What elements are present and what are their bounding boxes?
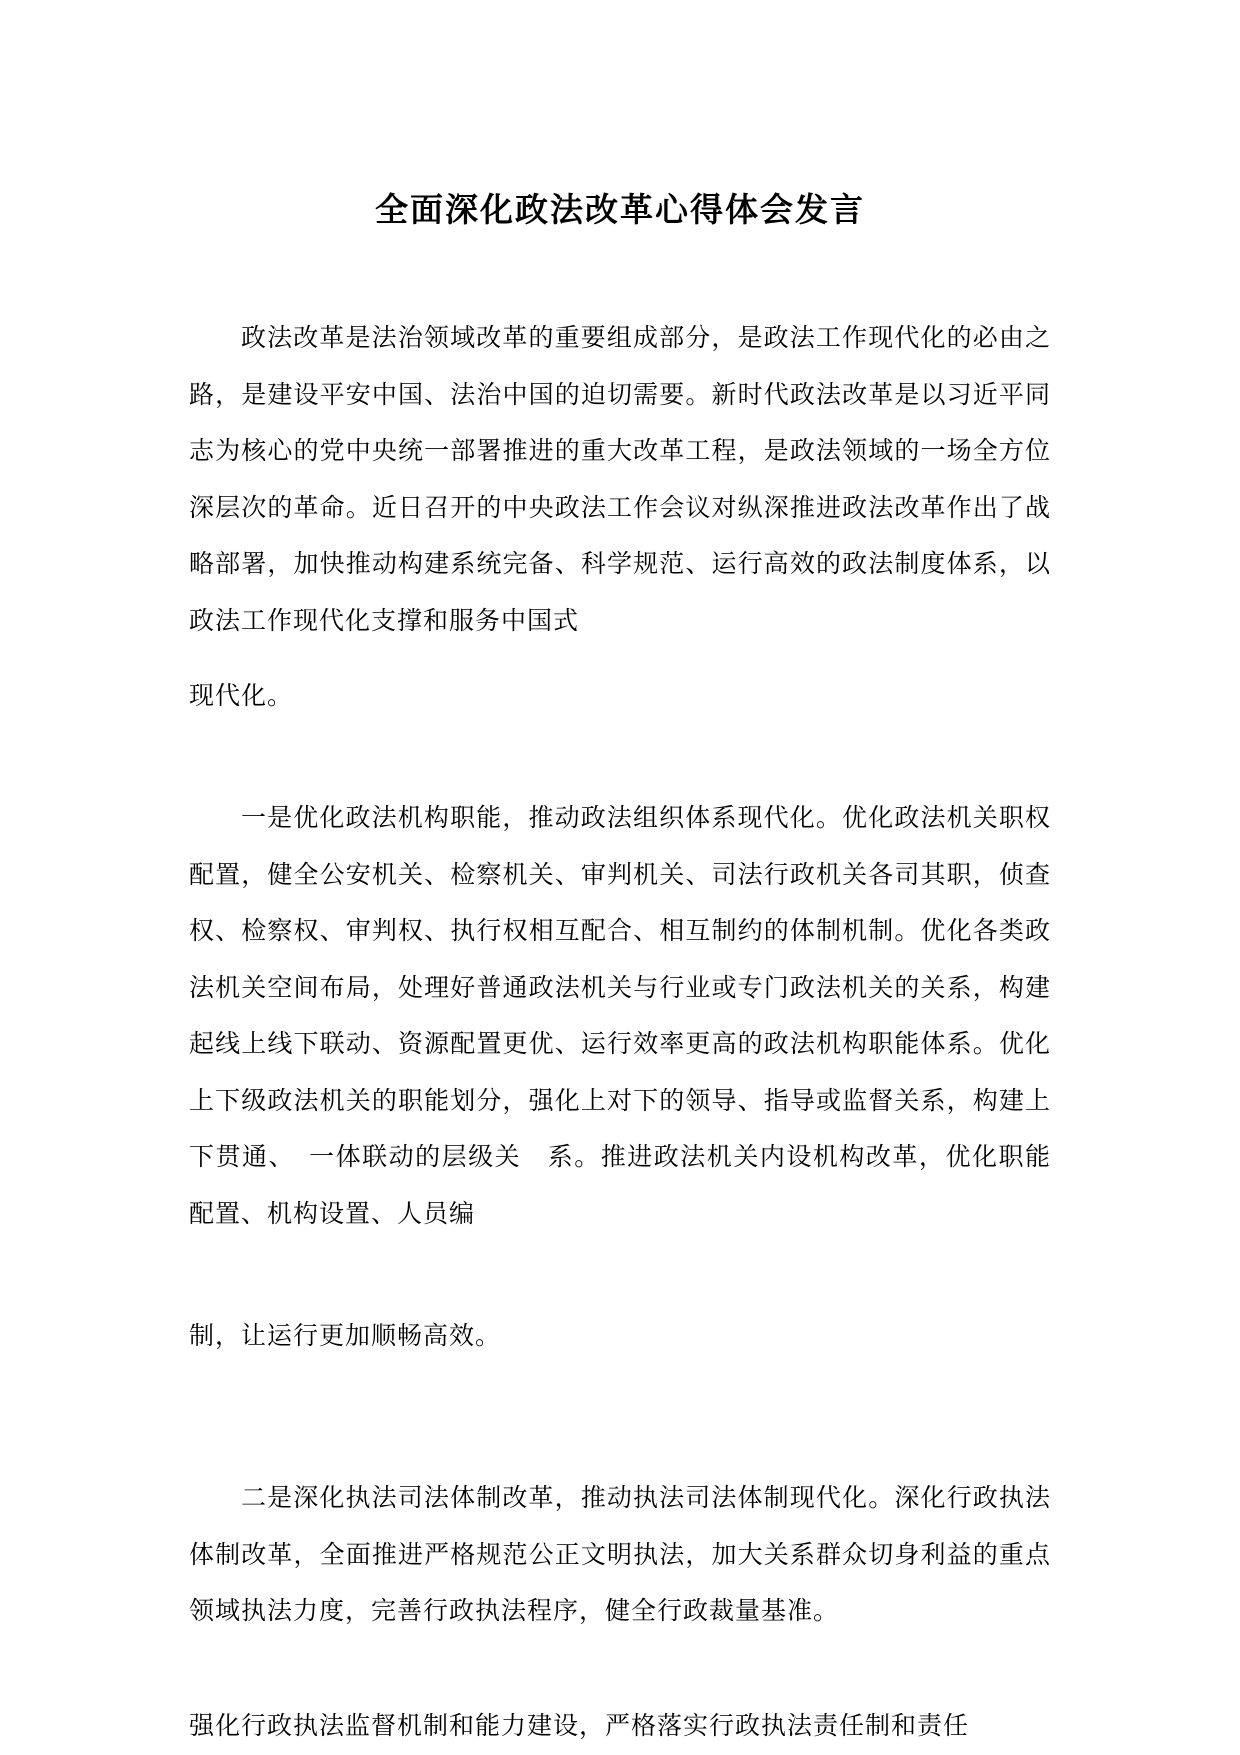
document-title: 全面深化政法改革心得体会发言: [375, 190, 865, 229]
paragraph-point-one-tail: 制，让运行更加顺畅高效。: [189, 1321, 502, 1350]
paragraph-point-two-continuation: 强化行政执法监督机制和能力建设，严格落实行政执法责任制和责任: [189, 1711, 970, 1740]
paragraph-point-one: 一是优化政法机构职能，推动政法组织体系现代化。优化政法机关职权配置，健全公安机关、检察机关、审判机关、司法行政机关各司其职，侦查权、检察权、审判权、执行权相互配合、相互制约的体制机制。优化各类政法机关空间布局，处理好普通政法机关与行业或专门政法机关的关系，构建起线上线下联动、资源配置更优、运行效率更高的政法机构职能体系。优化上下级政法机关的职能划分，强化上对下的领导、指导或监督关系，构建上下贯通、 一体联动的层级关 系。推进政法机关内设机构改革，优化职能配置、机构设置、人员编: [189, 803, 1051, 1228]
paragraph-point-two: 二是深化执法司法体制改革，推动执法司法体制现代化。深化行政执法体制改革，全面推进严格规范公正文明执法，加大关系群众切身利益的重点领域执法力度，完善行政执法程序，健全行政裁量基准。: [189, 1483, 1051, 1625]
paragraph-intro: 政法改革是法治领域改革的重要组成部分，是政法工作现代化的必由之路，是建设平安中国、法治中国的迫切需要。新时代政法改革是以习近平同志为核心的党中央统一部署推进的重大改革工程，是政法领域的一场全方位深层次的革命。近日召开的中央政法工作会议对纵深推进政法改革作出了战略部署，加快推动构建系统完备、科学规范、运行高效的政法制度体系，以政法工作现代化支撑和服务中国式: [189, 323, 1051, 635]
paragraph-intro-tail: 现代化。: [189, 681, 294, 710]
